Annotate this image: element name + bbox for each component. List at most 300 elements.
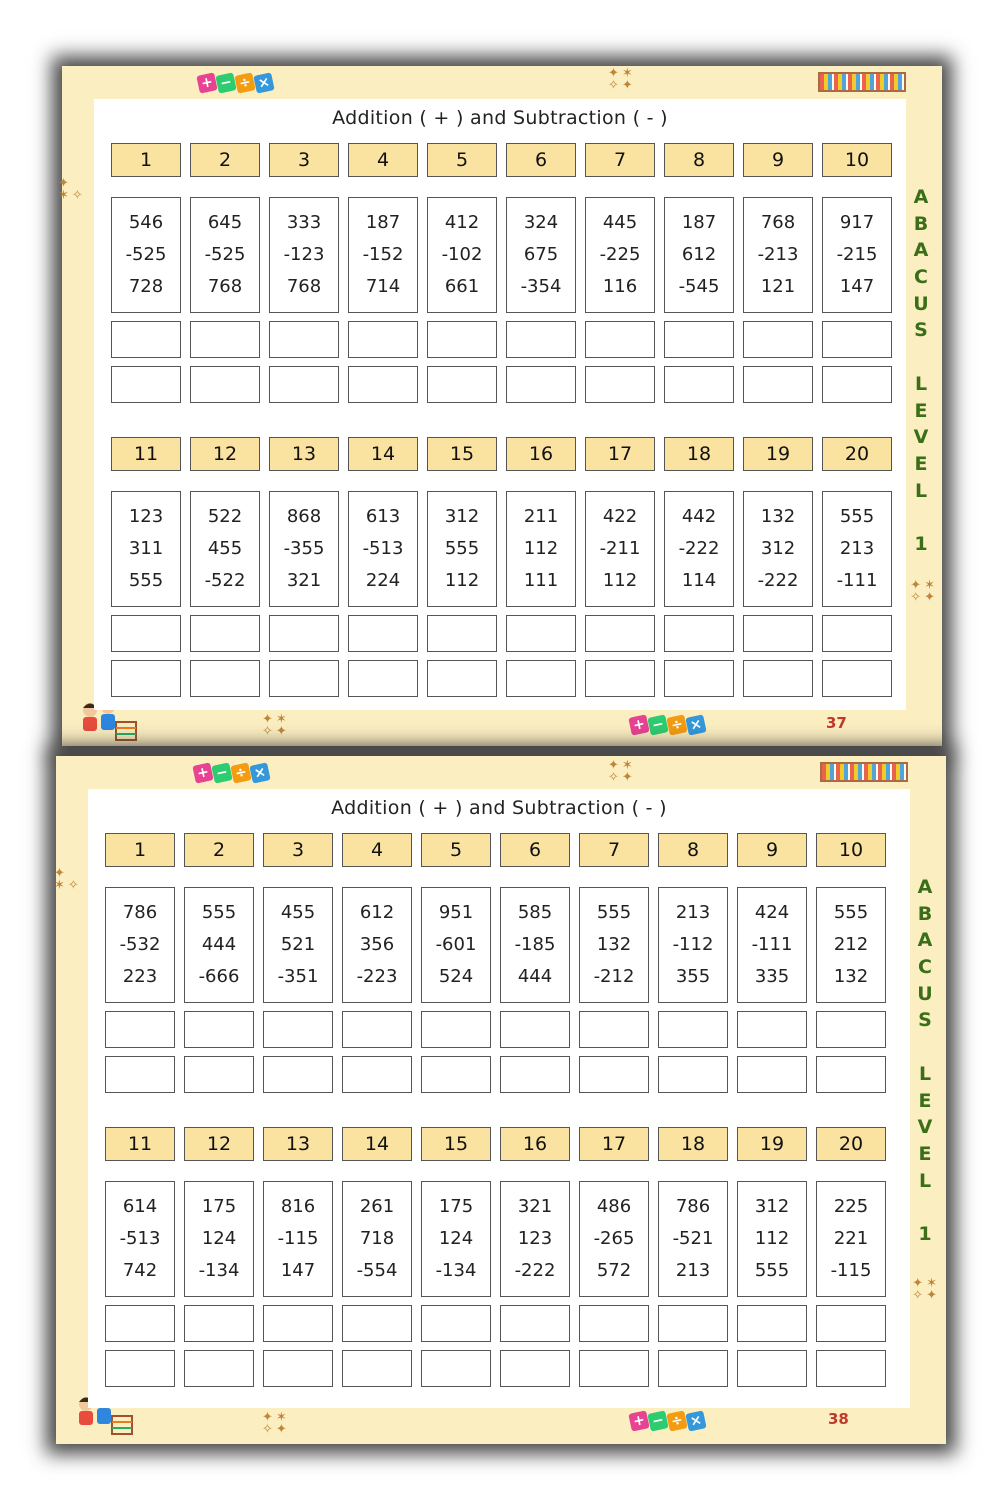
- problem-box: [658, 1181, 728, 1297]
- problem-operand: 612: [359, 902, 395, 923]
- answer-box[interactable]: [263, 1056, 333, 1093]
- problem-operand: 412: [444, 212, 480, 233]
- problem-number: 18: [658, 1127, 728, 1161]
- problem-box: [500, 1181, 570, 1297]
- problem-number: 13: [263, 1127, 333, 1161]
- answer-box[interactable]: [743, 366, 813, 403]
- side-label-letter: V: [917, 1116, 933, 1139]
- problem-box: [427, 197, 497, 313]
- problem-box: [506, 197, 576, 313]
- answer-box[interactable]: [658, 1011, 728, 1048]
- answer-box[interactable]: [664, 321, 734, 358]
- answer-box[interactable]: [585, 366, 655, 403]
- problem-box: [579, 887, 649, 1003]
- problem-operand: 114: [681, 570, 717, 591]
- problem-number: 19: [737, 1127, 807, 1161]
- problem-operand: 555: [444, 538, 480, 559]
- problem-number: 11: [111, 437, 181, 471]
- problem-operand: -666: [198, 966, 240, 987]
- problem-operand: -525: [125, 244, 167, 265]
- answer-box[interactable]: [816, 1056, 886, 1093]
- answer-box[interactable]: [421, 1011, 491, 1048]
- answer-box[interactable]: [658, 1305, 728, 1342]
- problem-operand: 951: [438, 902, 474, 923]
- answer-box[interactable]: [743, 660, 813, 697]
- answer-box[interactable]: [822, 615, 892, 652]
- answer-box[interactable]: [263, 1350, 333, 1387]
- problem-operand: 132: [833, 966, 869, 987]
- problem-operand: 112: [444, 570, 480, 591]
- problem-number: 9: [743, 143, 813, 177]
- side-label-letter: S: [918, 1009, 932, 1032]
- problem-box: [421, 887, 491, 1003]
- worksheet-panel: [88, 789, 910, 1408]
- answer-box[interactable]: [348, 615, 418, 652]
- problem-number: 3: [269, 143, 339, 177]
- problem-operand: 321: [517, 1196, 553, 1217]
- problem-number: 1: [111, 143, 181, 177]
- answer-box[interactable]: [822, 321, 892, 358]
- problem-operand: 786: [122, 902, 158, 923]
- answer-box[interactable]: [111, 366, 181, 403]
- problem-operand: 768: [286, 276, 322, 297]
- problem-operand: 442: [681, 506, 717, 527]
- problem-operand: 917: [839, 212, 875, 233]
- sparkle-icon: ✦ ✶✧: [58, 176, 86, 203]
- problem-number: 17: [579, 1127, 649, 1161]
- problem-number: 15: [427, 437, 497, 471]
- answer-box[interactable]: [111, 321, 181, 358]
- side-label-abacus-level: [914, 874, 936, 1248]
- problem-operand: -215: [836, 244, 878, 265]
- answer-box[interactable]: [500, 1350, 570, 1387]
- side-label-letter: L: [914, 479, 928, 502]
- side-label-letter: E: [914, 399, 928, 422]
- answer-box[interactable]: [737, 1350, 807, 1387]
- problem-number: 8: [658, 833, 728, 867]
- problem-operand: 311: [128, 538, 164, 559]
- problem-box: [342, 1181, 412, 1297]
- problem-number: 18: [664, 437, 734, 471]
- page-title: Addition ( + ) and Subtraction ( - ): [332, 107, 668, 129]
- worksheet-page-38: [56, 756, 946, 1444]
- problem-operand: -265: [593, 1228, 635, 1249]
- sparkle-icon: ✦✶ ✧✦: [262, 1410, 290, 1437]
- answer-box[interactable]: [184, 1350, 254, 1387]
- problem-operand: -115: [830, 1260, 872, 1281]
- problem-operand: -513: [362, 538, 404, 559]
- problem-operand: 211: [523, 506, 559, 527]
- problem-number: 4: [348, 143, 418, 177]
- problem-box: [743, 491, 813, 607]
- answer-box[interactable]: [506, 615, 576, 652]
- problem-box: [500, 887, 570, 1003]
- problem-operand: 555: [128, 570, 164, 591]
- side-label-letter: S: [914, 319, 928, 342]
- answer-box[interactable]: [737, 1305, 807, 1342]
- problem-operand: -152: [362, 244, 404, 265]
- answer-box[interactable]: [348, 660, 418, 697]
- answer-box[interactable]: [190, 366, 260, 403]
- problem-number: 2: [190, 143, 260, 177]
- problem-operand: 555: [201, 902, 237, 923]
- answer-box[interactable]: [190, 615, 260, 652]
- problem-operand: -532: [119, 934, 161, 955]
- answer-box[interactable]: [579, 1305, 649, 1342]
- answer-box[interactable]: [427, 660, 497, 697]
- answer-box[interactable]: [743, 321, 813, 358]
- answer-box[interactable]: [658, 1056, 728, 1093]
- problem-operand: 455: [207, 538, 243, 559]
- answer-box[interactable]: [822, 366, 892, 403]
- answer-box[interactable]: [506, 660, 576, 697]
- problem-box: [743, 197, 813, 313]
- problem-box: [348, 491, 418, 607]
- problem-operand: 868: [286, 506, 322, 527]
- answer-box[interactable]: [506, 366, 576, 403]
- answer-box[interactable]: [585, 321, 655, 358]
- problem-operand: 355: [675, 966, 711, 987]
- problem-box: [269, 491, 339, 607]
- problem-operand: 187: [365, 212, 401, 233]
- problem-operand: 422: [602, 506, 638, 527]
- side-label-letter: U: [917, 982, 933, 1005]
- problem-operand: 213: [675, 1260, 711, 1281]
- worksheet-page-37: [58, 66, 942, 746]
- answer-box[interactable]: [500, 1056, 570, 1093]
- problem-operand: 718: [359, 1228, 395, 1249]
- problem-operand: 123: [128, 506, 164, 527]
- answer-box[interactable]: [427, 615, 497, 652]
- problem-operand: 212: [833, 934, 869, 955]
- problem-box: [190, 491, 260, 607]
- problem-operand: 116: [602, 276, 638, 297]
- problem-number: 15: [421, 1127, 491, 1161]
- answer-box[interactable]: [190, 660, 260, 697]
- answer-box[interactable]: [585, 615, 655, 652]
- side-label-letter: C: [918, 956, 932, 979]
- problem-operand: 816: [280, 1196, 316, 1217]
- problem-operand: 522: [207, 506, 243, 527]
- answer-box[interactable]: [664, 660, 734, 697]
- problem-operand: -223: [356, 966, 398, 987]
- sparkle-icon: ✦✶ ✧✦: [910, 578, 938, 605]
- problem-box: [822, 197, 892, 313]
- answer-box[interactable]: [190, 321, 260, 358]
- answer-box[interactable]: [421, 1305, 491, 1342]
- problem-operand: 333: [286, 212, 322, 233]
- problem-operand: 223: [122, 966, 158, 987]
- problem-number: 8: [664, 143, 734, 177]
- answer-box[interactable]: [342, 1011, 412, 1048]
- problem-operand: 645: [207, 212, 243, 233]
- answer-box[interactable]: [269, 615, 339, 652]
- answer-box[interactable]: [816, 1305, 886, 1342]
- worksheet-panel: [94, 99, 906, 710]
- problem-number: 9: [737, 833, 807, 867]
- side-label-letter: B: [917, 902, 933, 925]
- problem-operand: 675: [523, 244, 559, 265]
- answer-box[interactable]: [105, 1011, 175, 1048]
- problem-number: 12: [184, 1127, 254, 1161]
- side-label-letter: A: [913, 186, 929, 208]
- problem-operand: -185: [514, 934, 556, 955]
- problem-number: 2: [184, 833, 254, 867]
- problem-grid: [105, 833, 886, 1387]
- problem-number: 1: [105, 833, 175, 867]
- problem-operand: 714: [365, 276, 401, 297]
- problem-operand: 768: [207, 276, 243, 297]
- problem-box: [263, 1181, 333, 1297]
- answer-box[interactable]: [427, 321, 497, 358]
- problem-number: 13: [269, 437, 339, 471]
- side-label-letter: E: [918, 1142, 932, 1165]
- problem-box: [184, 1181, 254, 1297]
- problem-operand: 424: [754, 902, 790, 923]
- answer-box[interactable]: [579, 1350, 649, 1387]
- problem-number: 3: [263, 833, 333, 867]
- problem-operand: 175: [201, 1196, 237, 1217]
- answer-box[interactable]: [105, 1350, 175, 1387]
- side-label-letter: A: [917, 876, 933, 898]
- problem-number: 7: [585, 143, 655, 177]
- problem-number: 16: [506, 437, 576, 471]
- problem-operand: 132: [760, 506, 796, 527]
- problem-operand: 112: [523, 538, 559, 559]
- problem-operand: -225: [599, 244, 641, 265]
- answer-box[interactable]: [421, 1350, 491, 1387]
- answer-box[interactable]: [342, 1350, 412, 1387]
- answer-box[interactable]: [500, 1011, 570, 1048]
- problem-operand: -111: [836, 570, 878, 591]
- problem-operand: 444: [201, 934, 237, 955]
- problem-operand: 312: [760, 538, 796, 559]
- problem-operand: -222: [757, 570, 799, 591]
- problem-operand: -355: [283, 538, 325, 559]
- problem-operand: 486: [596, 1196, 632, 1217]
- problem-operand: 728: [128, 276, 164, 297]
- answer-box[interactable]: [111, 660, 181, 697]
- answer-box[interactable]: [105, 1305, 175, 1342]
- problem-box: [427, 491, 497, 607]
- problem-box: [816, 887, 886, 1003]
- problem-grid: [111, 143, 892, 697]
- problem-operand: 614: [122, 1196, 158, 1217]
- problem-operand: -111: [751, 934, 793, 955]
- abacus-icon: [818, 72, 906, 92]
- problem-operand: -112: [672, 934, 714, 955]
- problem-operand: 221: [833, 1228, 869, 1249]
- problem-operand: -222: [514, 1260, 556, 1281]
- row-spacer: [111, 403, 892, 437]
- problem-operand: 187: [681, 212, 717, 233]
- answer-box[interactable]: [658, 1350, 728, 1387]
- problem-number: 17: [585, 437, 655, 471]
- problem-box: [184, 887, 254, 1003]
- answer-box[interactable]: [111, 615, 181, 652]
- problem-number: 20: [816, 1127, 886, 1161]
- problem-operand: 312: [444, 506, 480, 527]
- abacus-icon: [820, 762, 908, 782]
- side-label-letter: A: [913, 239, 929, 262]
- problem-number: 10: [822, 143, 892, 177]
- answer-box[interactable]: [263, 1011, 333, 1048]
- answer-box[interactable]: [269, 321, 339, 358]
- answer-box[interactable]: [184, 1056, 254, 1093]
- side-label-letter: C: [914, 266, 928, 289]
- problem-box: [105, 1181, 175, 1297]
- problem-operand: 112: [754, 1228, 790, 1249]
- problem-number: 12: [190, 437, 260, 471]
- problem-operand: -134: [435, 1260, 477, 1281]
- answer-box[interactable]: [506, 321, 576, 358]
- problem-operand: -213: [757, 244, 799, 265]
- answer-box[interactable]: [269, 660, 339, 697]
- answer-box[interactable]: [342, 1305, 412, 1342]
- problem-operand: -102: [441, 244, 483, 265]
- answer-box[interactable]: [500, 1305, 570, 1342]
- problem-operand: 786: [675, 1196, 711, 1217]
- problem-operand: 175: [438, 1196, 474, 1217]
- problem-operand: 224: [365, 570, 401, 591]
- problem-operand: 213: [839, 538, 875, 559]
- problem-box: [263, 887, 333, 1003]
- answer-box[interactable]: [184, 1305, 254, 1342]
- problem-number: 7: [579, 833, 649, 867]
- sparkle-icon: ✦✶ ✧✦: [262, 712, 290, 739]
- answer-box[interactable]: [427, 366, 497, 403]
- answer-box[interactable]: [579, 1011, 649, 1048]
- side-label-letter: L: [914, 372, 928, 395]
- problem-box: [269, 197, 339, 313]
- problem-operand: 124: [438, 1228, 474, 1249]
- problem-operand: 225: [833, 1196, 869, 1217]
- problem-operand: -522: [204, 570, 246, 591]
- side-label-letter: U: [913, 292, 929, 315]
- side-label-letter: 1: [914, 532, 928, 555]
- problem-operand: 612: [681, 244, 717, 265]
- problem-operand: 335: [754, 966, 790, 987]
- problem-operand: 123: [517, 1228, 553, 1249]
- problem-operand: 455: [280, 902, 316, 923]
- answer-box[interactable]: [269, 366, 339, 403]
- math-operators-icon: + − ÷ ×: [630, 716, 705, 734]
- problem-operand: -354: [520, 276, 562, 297]
- answer-box[interactable]: [263, 1305, 333, 1342]
- problem-operand: -222: [678, 538, 720, 559]
- answer-box[interactable]: [421, 1056, 491, 1093]
- side-label-letter: L: [918, 1062, 932, 1085]
- problem-operand: 555: [839, 506, 875, 527]
- row-spacer: [105, 1093, 886, 1127]
- side-label-letter: 1: [918, 1222, 932, 1245]
- problem-box: [658, 887, 728, 1003]
- problem-operand: -513: [119, 1228, 161, 1249]
- problem-number: 10: [816, 833, 886, 867]
- problem-box: [506, 491, 576, 607]
- sparkle-icon: ✦ ✶✧: [54, 866, 82, 893]
- sparkle-icon: ✦✶ ✧✦: [912, 1276, 940, 1303]
- problem-operand: -211: [599, 538, 641, 559]
- answer-box[interactable]: [816, 1011, 886, 1048]
- problem-operand: 213: [675, 902, 711, 923]
- problem-operand: -554: [356, 1260, 398, 1281]
- problem-operand: 111: [523, 570, 559, 591]
- side-label-letter: E: [914, 452, 928, 475]
- problem-operand: 132: [596, 934, 632, 955]
- problem-box: [585, 197, 655, 313]
- side-label-letter: B: [913, 212, 929, 235]
- problem-operand: -525: [204, 244, 246, 265]
- answer-box[interactable]: [664, 366, 734, 403]
- answer-box[interactable]: [184, 1011, 254, 1048]
- problem-operand: 742: [122, 1260, 158, 1281]
- page-title: Addition ( + ) and Subtraction ( - ): [331, 797, 667, 819]
- problem-operand: 124: [201, 1228, 237, 1249]
- math-operators-icon: + − ÷ ×: [630, 1412, 705, 1430]
- problem-number: 4: [342, 833, 412, 867]
- side-label-letter: V: [913, 426, 929, 449]
- problem-operand: -115: [277, 1228, 319, 1249]
- problem-box: [737, 1181, 807, 1297]
- problem-box: [348, 197, 418, 313]
- answer-box[interactable]: [743, 615, 813, 652]
- problem-box: [664, 491, 734, 607]
- math-operators-icon: + − ÷ ×: [194, 764, 269, 782]
- problem-box: [342, 887, 412, 1003]
- problem-operand: 445: [602, 212, 638, 233]
- problem-operand: 524: [438, 966, 474, 987]
- problem-operand: 661: [444, 276, 480, 297]
- problem-operand: 521: [280, 934, 316, 955]
- problem-operand: 112: [602, 570, 638, 591]
- problem-operand: 555: [833, 902, 869, 923]
- problem-box: [737, 887, 807, 1003]
- answer-box[interactable]: [737, 1056, 807, 1093]
- problem-operand: 546: [128, 212, 164, 233]
- answer-box[interactable]: [105, 1056, 175, 1093]
- answer-box[interactable]: [579, 1056, 649, 1093]
- problem-box: [105, 887, 175, 1003]
- problem-number: 11: [105, 1127, 175, 1161]
- problem-operand: 261: [359, 1196, 395, 1217]
- problem-box: [585, 491, 655, 607]
- problem-operand: 768: [760, 212, 796, 233]
- problem-box: [190, 197, 260, 313]
- answer-box[interactable]: [348, 366, 418, 403]
- problem-operand: -212: [593, 966, 635, 987]
- answer-box[interactable]: [585, 660, 655, 697]
- problem-number: 19: [743, 437, 813, 471]
- problem-box: [111, 491, 181, 607]
- problem-box: [816, 1181, 886, 1297]
- problem-box: [664, 197, 734, 313]
- problem-operand: 312: [754, 1196, 790, 1217]
- answer-box[interactable]: [348, 321, 418, 358]
- answer-box[interactable]: [737, 1011, 807, 1048]
- problem-box: [579, 1181, 649, 1297]
- answer-box[interactable]: [342, 1056, 412, 1093]
- problem-operand: 324: [523, 212, 559, 233]
- answer-box[interactable]: [664, 615, 734, 652]
- problem-number: 14: [348, 437, 418, 471]
- problem-operand: -123: [283, 244, 325, 265]
- problem-operand: -134: [198, 1260, 240, 1281]
- answer-box[interactable]: [816, 1350, 886, 1387]
- page-number: 37: [826, 714, 847, 732]
- problem-number: 6: [500, 833, 570, 867]
- answer-box[interactable]: [822, 660, 892, 697]
